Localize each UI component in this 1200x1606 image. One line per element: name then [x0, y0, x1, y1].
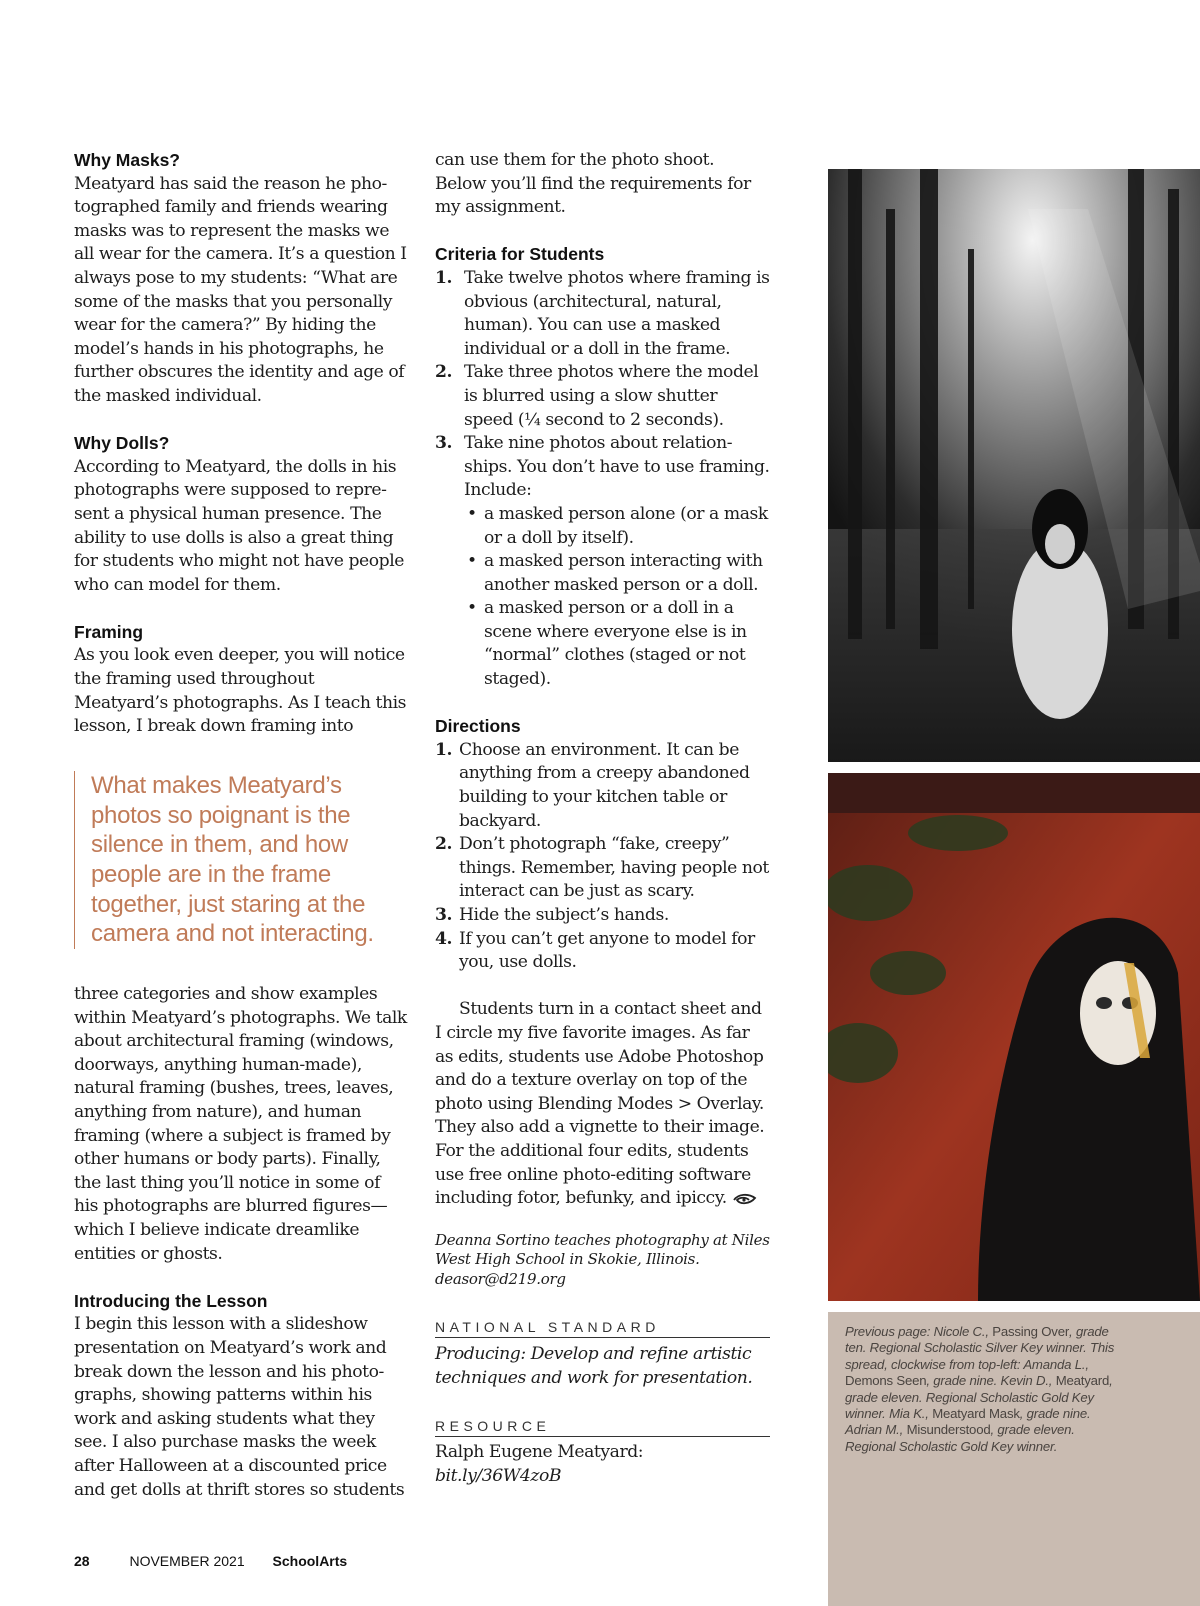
heading-introducing-lesson: Introducing the Lesson [74, 1290, 268, 1311]
red-wall-photo-illustration [828, 773, 1200, 1301]
page-footer [74, 1553, 371, 1569]
resource-link[interactable]: bit.ly/36W4zoB [435, 1466, 562, 1486]
list-item: 3. Hide the subject’s hands. [435, 905, 669, 925]
heading-why-masks: Why Masks? [74, 150, 180, 170]
heading-criteria: Criteria for Students [435, 244, 605, 265]
column-left [74, 149, 409, 1502]
photo-masked-figure-forest [828, 169, 1200, 762]
paragraph-turn-in: Students turn in a contact sheet and I circle my five favorite images. As far as edits, students use Adobe Photoshop and do a texture overlay on top of the photo using Blending Modes > Overlay. They also add a vignette to their image. For the additional four edits, students use free online photo-editing software including fotor, befunky, and ipiccy. [435, 999, 765, 1209]
paragraph-why-dolls: According to Meatyard, the dolls in his photographs were supposed to represent a physical human presence. The ability to use dolls is also a great thing for students who might not have people who can model for them. [74, 456, 404, 595]
paragraph-continued: can use them for the photo shoot. Below you’ll find the requirements for my assignment. [435, 150, 751, 218]
author-bio: Deanna Sortino teaches photography at Niles West High School in Skokie, Illinois. deasor@d219.org [435, 1230, 770, 1288]
bullet-item: • a masked person alone (or a mask or a doll by itself). [464, 503, 770, 550]
list-item: 3. Take nine photos about relationships. You don’t have to use framing. Include: • a masked person alone (or a mask or a doll by itself). • a masked person interacting with another masked person or a doll. • a masked person or a doll in a scene where everyone else is in “normal” clothes (staged or not staged). [435, 432, 770, 692]
list-item: 4. If you can’t get anyone to model for you, use dolls. [435, 928, 755, 973]
issue-date: NOVEMBER 2021 [129, 1553, 245, 1569]
list-item: 2. Take three photos where the model is blurred using a slow shutter speed (¼ second to 2 seconds). [435, 362, 759, 430]
pull-quote: What makes Meatyard’s photos so poignant is the silence in them, and how people are in the frame together, just staring at the camera and not interacting. [74, 771, 409, 949]
photo-caption: Previous page: Nicole C., Passing Over, grade ten. Regional Scholastic Silver Key winner. This spread, clockwise from top-left: Amanda L., Demons Seen, grade nine. Kevin D., Meatyard, grade eleven. Regional Scholastic Gold Key winner. Mia K., Meatyard Mask, grade nine. Adrian M., Misunderstood, grade eleven. Regional Scholastic Gold Key winner. [845, 1324, 1115, 1454]
bullet-item: • a masked person or a doll in a scene where everyone else is in “normal” clothes (staged or not staged). [464, 597, 770, 691]
resource-label: RESOURCE [435, 1418, 770, 1437]
list-item: 2. Don’t photograph “fake, creepy” things. Remember, having people not interact can be just as scary. [435, 834, 769, 902]
criteria-list [435, 267, 770, 692]
resource-line: Ralph Eugene Meatyard: bit.ly/36W4zoB [435, 1442, 644, 1486]
forest-photo-illustration [828, 169, 1200, 762]
author-email[interactable]: deasor@d219.org [435, 1269, 566, 1288]
heading-directions: Directions [435, 716, 521, 737]
column-middle [435, 149, 770, 1489]
list-item: 1. Choose an environment. It can be anything from a creepy abandoned building to your kitchen table or backyard. [435, 739, 750, 831]
caption-box [828, 1312, 1200, 1606]
paragraph-why-masks: Meatyard has said the reason he photographed family and friends wearing masks was to represent the masks we all wear for the camera. It’s a question I always pose to my students: “What are some of the masks that you personally wear for the camera?” By hiding the model’s hands in his photographs, he further obscures the identity and age of the masked individual. [74, 173, 407, 406]
heading-framing: Framing [74, 621, 144, 642]
magazine-name: SchoolArts [272, 1553, 348, 1569]
national-standard-text: Producing: Develop and refine artistic techniques and work for presentation. [435, 1344, 753, 1388]
heading-why-dolls: Why Dolls? [74, 433, 170, 454]
paragraph-framing-2: three categories and show examples within Meatyard’s photographs. We talk about architectural framing (windows, doorways, anything human-made), natural framing (bushes, trees, leaves, anything from nature), and human framing (where a subject is framed by other humans or body parts). Finally, the last thing you’ll notice in some of his photographs are blurred figures—which I believe indicate dreamlike entities or ghosts. [74, 984, 407, 1264]
paragraph-framing-1: As you look even deeper, you will notice the framing used throughout Meatyard’s photographs. As I teach this lesson, I break down framing into [74, 645, 406, 737]
list-item: 1. Take twelve photos where framing is obvious (architectural, natural, human). You can use a masked individual or a doll in the frame. [435, 267, 770, 359]
paragraph-introducing-lesson: I begin this lesson with a slideshow presentation on Meatyard’s work and break down the lesson and his photographs, showing patterns within his work and asking students what they see. I also purchase masks the week after Halloween at a discounted price and get dolls at thrift stores so students [74, 1314, 405, 1500]
directions-list [435, 739, 770, 975]
end-mark-icon [732, 1192, 758, 1206]
photo-hooded-masked-figure [828, 773, 1200, 1301]
relationship-bullets [464, 503, 770, 692]
national-standard-label: NATIONAL STANDARD [435, 1319, 770, 1338]
page-number: 28 [74, 1553, 90, 1569]
bullet-item: • a masked person interacting with another masked person or a doll. [464, 550, 770, 597]
